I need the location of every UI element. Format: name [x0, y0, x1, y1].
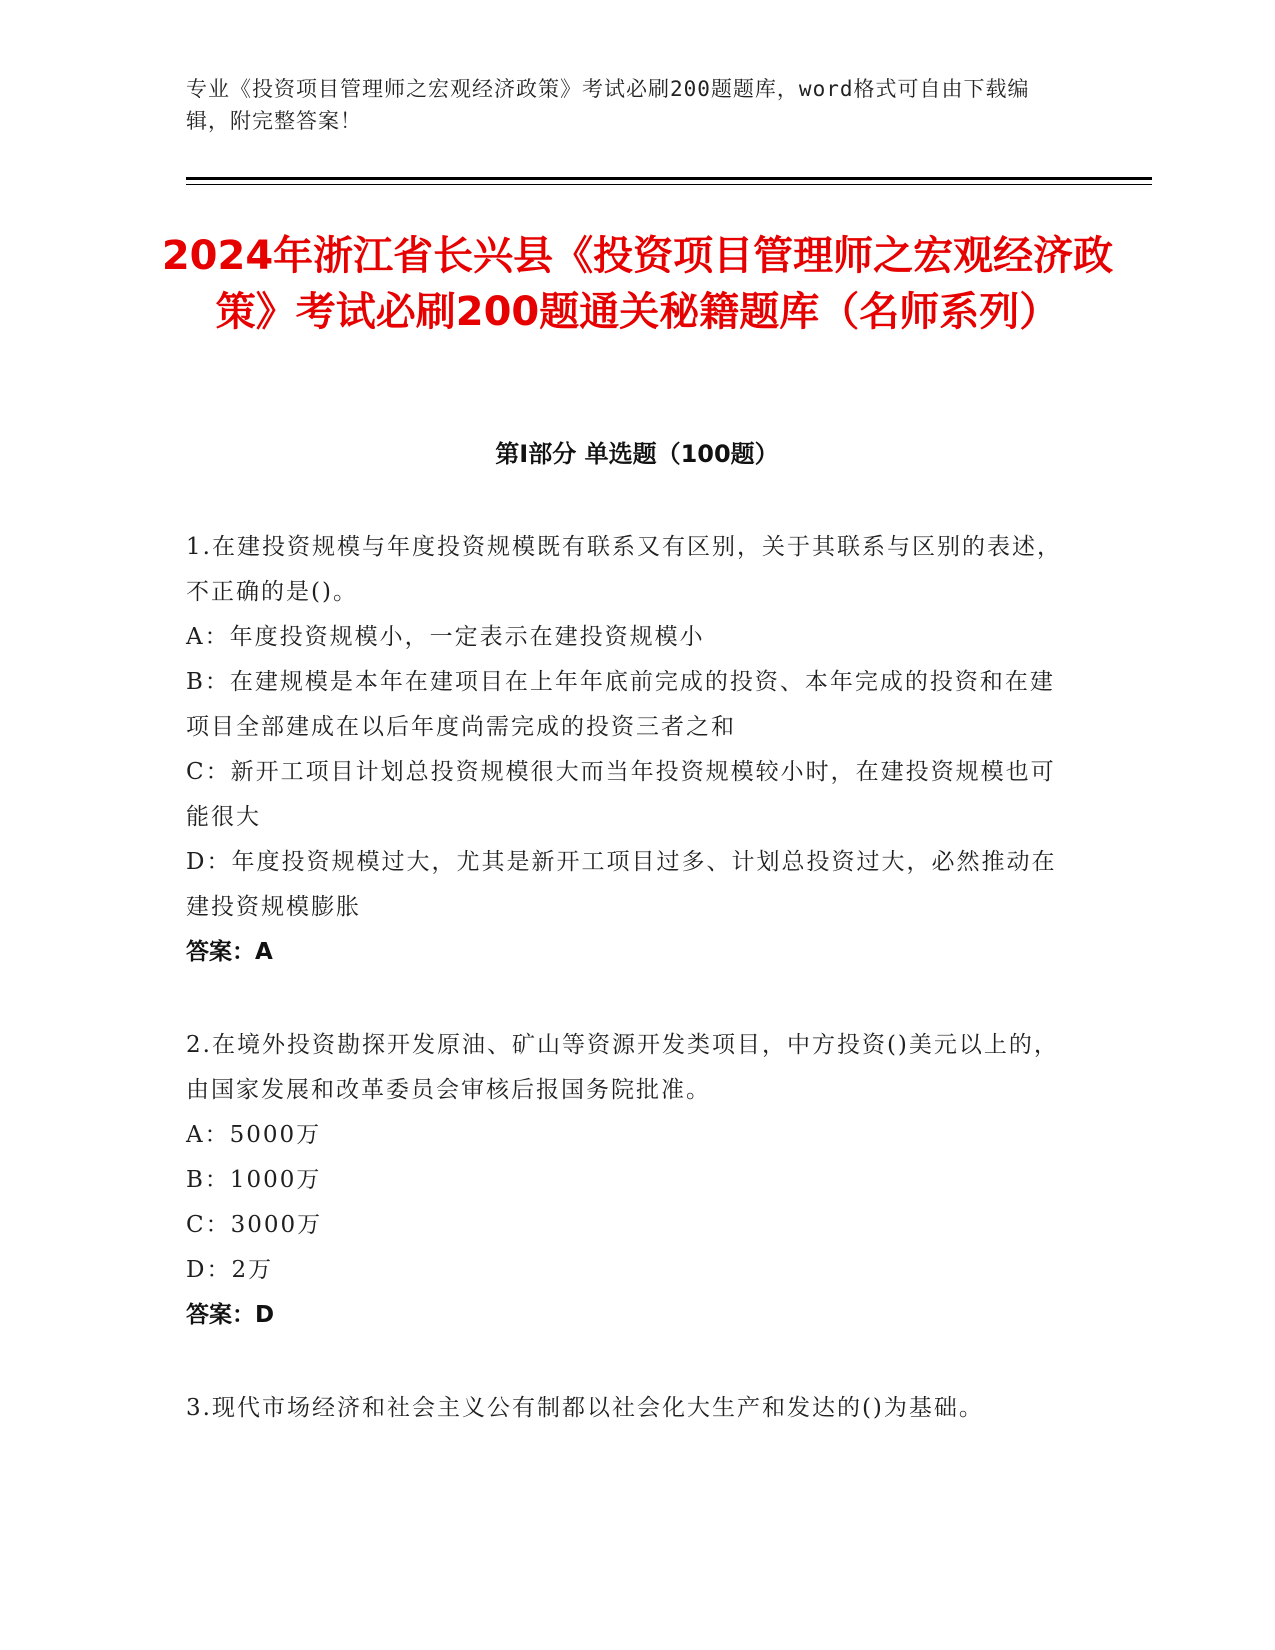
question-stem: 3.现代市场经济和社会主义公有制都以社会化大生产和发达的()为基础。 — [186, 1395, 984, 1421]
option-d: D：年度投资规模过大，尤其是新开工项目过多、计划总投资过大，必然推动在建投资规模膨胀 — [186, 849, 1057, 920]
document-title: 2024年浙江省长兴县《投资项目管理师之宏观经济政策》考试必刷200题通关秘籍题库（名师系列） — [161, 233, 1114, 335]
answer: 答案：D — [186, 1302, 275, 1328]
question-stem: 1.在建投资规模与年度投资规模既有联系又有区别，关于其联系与区别的表述，不正确的是()。 — [186, 534, 1062, 605]
question-3 — [186, 1386, 1076, 1431]
question-2 — [186, 1023, 1076, 1338]
header-divider-thick — [186, 177, 1152, 180]
answer: 答案：A — [186, 939, 273, 965]
option-d: D：2万 — [186, 1257, 274, 1283]
option-c: C：3000万 — [186, 1212, 323, 1238]
option-b: B：1000万 — [186, 1167, 322, 1193]
question-stem: 2.在境外投资勘探开发原油、矿山等资源开发类项目，中方投资()美元以上的，由国家发展和改革委员会审核后报国务院批准。 — [186, 1032, 1059, 1103]
question-list — [186, 525, 1076, 1479]
header-divider-thin — [186, 184, 1152, 185]
option-a: A：年度投资规模小，一定表示在建投资规模小 — [186, 624, 705, 650]
section-heading: 第Ⅰ部分 单选题（100题） — [495, 440, 779, 468]
option-a: A：5000万 — [186, 1122, 322, 1148]
option-c: C：新开工项目计划总投资规模很大而当年投资规模较小时，在建投资规模也可能很大 — [186, 759, 1056, 830]
question-1 — [186, 525, 1076, 975]
header-note: 专业《投资项目管理师之宏观经济政策》考试必刷200题题库，word格式可自由下载编辑，附完整答案！ — [186, 77, 1030, 133]
option-b: B：在建规模是本年在建项目在上年年底前完成的投资、本年完成的投资和在建项目全部建成在以后年度尚需完成的投资三者之和 — [186, 669, 1055, 740]
